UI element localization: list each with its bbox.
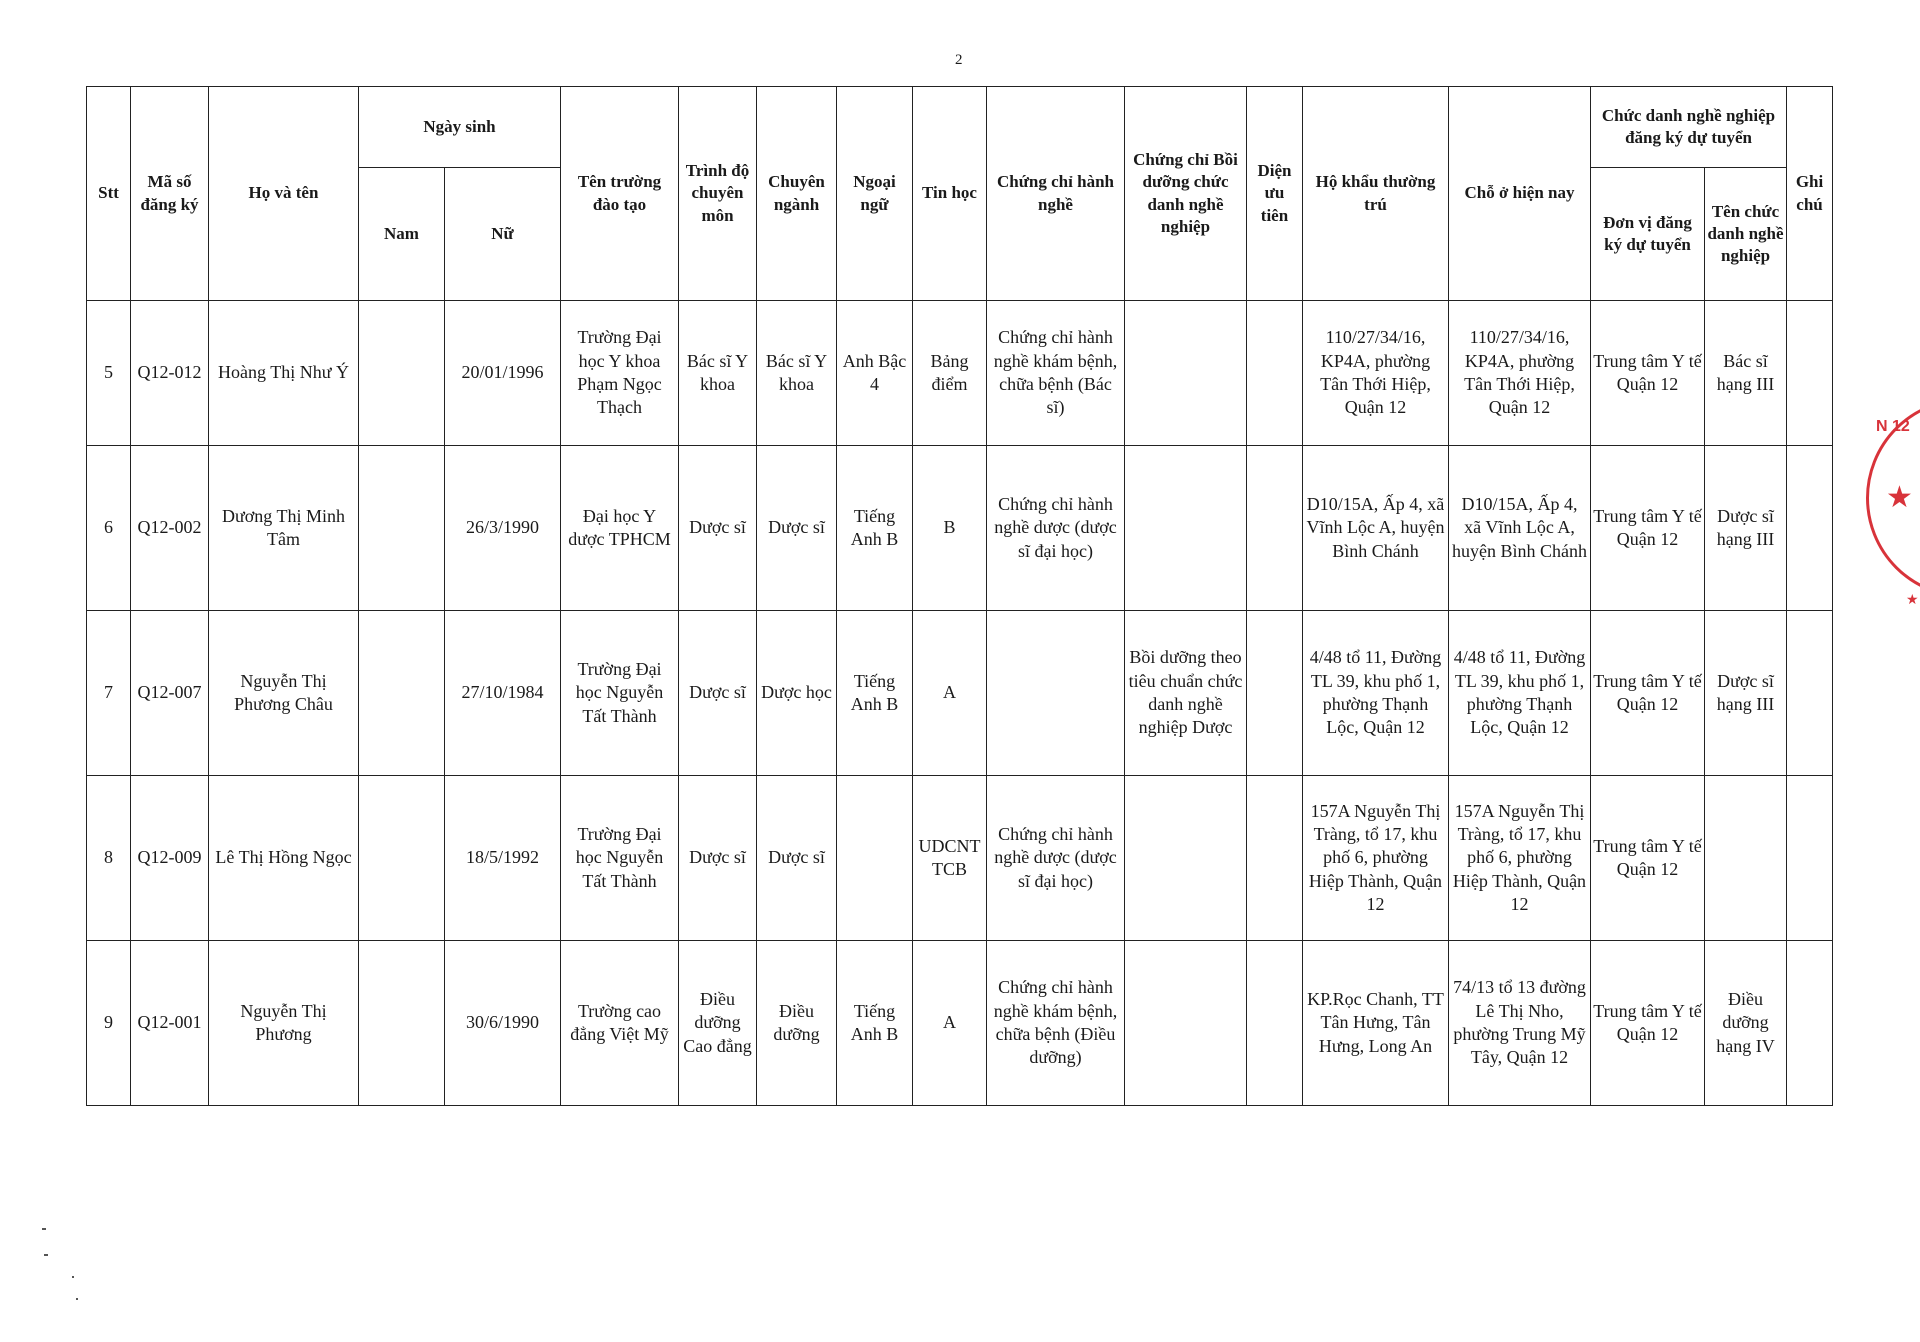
cell-chuyen-nganh: Điều dưỡng (757, 941, 837, 1106)
cell-ten-chuc-danh: Điều dưỡng hạng IV (1705, 941, 1787, 1106)
cell-ten-chuc-danh: Dược sĩ hạng III (1705, 611, 1787, 776)
cell-stt: 5 (87, 301, 131, 446)
header-nu: Nữ (445, 168, 561, 301)
cell-nam (359, 776, 445, 941)
cell-don-vi: Trung tâm Y tế Quận 12 (1591, 301, 1705, 446)
header-dien-uu-tien: Diện ưu tiên (1247, 87, 1303, 301)
cell-stt: 8 (87, 776, 131, 941)
cell-chung-chi-boi-duong (1125, 776, 1247, 941)
cell-cho-o: 4/48 tổ 11, Đường TL 39, khu phố 1, phường Thạnh Lộc, Quận 12 (1449, 611, 1591, 776)
header-ghi-chu: Ghi chú (1787, 87, 1833, 301)
scan-speck (72, 1276, 74, 1278)
header-chuyen-nganh: Chuyên ngành (757, 87, 837, 301)
cell-don-vi: Trung tâm Y tế Quận 12 (1591, 611, 1705, 776)
cell-dien-uu-tien (1247, 611, 1303, 776)
cell-nam (359, 941, 445, 1106)
cell-trinh-do: Bác sĩ Y khoa (679, 301, 757, 446)
cell-chuyen-nganh: Dược sĩ (757, 776, 837, 941)
cell-chuyen-nganh: Bác sĩ Y khoa (757, 301, 837, 446)
cell-ho-khau: 4/48 tổ 11, Đường TL 39, khu phố 1, phường Thạnh Lộc, Quận 12 (1303, 611, 1449, 776)
cell-chung-chi-hanh-nghe: Chứng chỉ hành nghề khám bệnh, chữa bệnh (Bác sĩ) (987, 301, 1125, 446)
star-icon: ★ (1886, 481, 1913, 514)
cell-nu: 27/10/1984 (445, 611, 561, 776)
cell-ma-so: Q12-002 (131, 446, 209, 611)
cell-ho-ten: Nguyễn Thị Phương Châu (209, 611, 359, 776)
cell-ho-khau: 110/27/34/16, KP4A, phường Tân Thới Hiệp, Quận 12 (1303, 301, 1449, 446)
cell-nu: 30/6/1990 (445, 941, 561, 1106)
scan-speck (42, 1228, 46, 1230)
cell-ho-khau: KP.Rọc Chanh, TT Tân Hưng, Tân Hưng, Long An (1303, 941, 1449, 1106)
cell-dien-uu-tien (1247, 446, 1303, 611)
table-row (87, 301, 1833, 446)
cell-nu: 20/01/1996 (445, 301, 561, 446)
cell-don-vi: Trung tâm Y tế Quận 12 (1591, 776, 1705, 941)
cell-cho-o: D10/15A, Ấp 4, xã Vĩnh Lộc A, huyện Bình Chánh (1449, 446, 1591, 611)
header-don-vi: Đơn vị đăng ký dự tuyển (1591, 168, 1705, 301)
header-ma-so: Mã số đăng ký (131, 87, 209, 301)
stamp-text: N 12 (1876, 418, 1910, 435)
cell-dien-uu-tien (1247, 776, 1303, 941)
header-truong: Tên trường đào tạo (561, 87, 679, 301)
table-row (87, 611, 1833, 776)
header-chung-chi-boi-duong: Chứng chỉ Bồi dưỡng chức danh nghề nghiệp (1125, 87, 1247, 301)
cell-ngoai-ngu: Tiếng Anh B (837, 941, 913, 1106)
cell-tin-hoc: UDCNT TCB (913, 776, 987, 941)
cell-nam (359, 301, 445, 446)
cell-dien-uu-tien (1247, 301, 1303, 446)
cell-ma-so: Q12-001 (131, 941, 209, 1106)
cell-ghi-chu (1787, 941, 1833, 1106)
cell-chung-chi-boi-duong (1125, 446, 1247, 611)
cell-ten-chuc-danh: Dược sĩ hạng III (1705, 446, 1787, 611)
cell-tin-hoc: B (913, 446, 987, 611)
cell-don-vi: Trung tâm Y tế Quận 12 (1591, 941, 1705, 1106)
cell-chung-chi-hanh-nghe: Chứng chỉ hành nghề dược (dược sĩ đại học) (987, 776, 1125, 941)
cell-trinh-do: Dược sĩ (679, 776, 757, 941)
header-ngay-sinh: Ngày sinh (359, 87, 561, 168)
cell-ma-so: Q12-012 (131, 301, 209, 446)
cell-ho-khau: D10/15A, Ấp 4, xã Vĩnh Lộc A, huyện Bình Chánh (1303, 446, 1449, 611)
cell-trinh-do: Dược sĩ (679, 446, 757, 611)
cell-chung-chi-boi-duong (1125, 941, 1247, 1106)
header-chuc-danh-group: Chức danh nghề nghiệp đăng ký dự tuyển (1591, 87, 1787, 168)
header-trinh-do: Trình độ chuyên môn (679, 87, 757, 301)
cell-chung-chi-hanh-nghe (987, 611, 1125, 776)
cell-stt: 6 (87, 446, 131, 611)
cell-tin-hoc: Bảng điểm (913, 301, 987, 446)
cell-ma-so: Q12-009 (131, 776, 209, 941)
cell-chuyen-nganh: Dược học (757, 611, 837, 776)
header-ngoai-ngu: Ngoại ngữ (837, 87, 913, 301)
cell-trinh-do: Điều dưỡng Cao đẳng (679, 941, 757, 1106)
red-stamp (1866, 398, 1920, 604)
cell-dien-uu-tien (1247, 941, 1303, 1106)
scan-speck (44, 1254, 48, 1256)
cell-ghi-chu (1787, 611, 1833, 776)
cell-cho-o: 110/27/34/16, KP4A, phường Tân Thới Hiệp, Quận 12 (1449, 301, 1591, 446)
cell-ma-so: Q12-007 (131, 611, 209, 776)
cell-ghi-chu (1787, 446, 1833, 611)
cell-tin-hoc: A (913, 941, 987, 1106)
table-row (87, 776, 1833, 941)
cell-ngoai-ngu: Tiếng Anh B (837, 446, 913, 611)
header-tin-hoc: Tin học (913, 87, 987, 301)
header-stt: Stt (87, 87, 131, 301)
small-star-icon: ★ (1906, 593, 1919, 604)
table-header (87, 87, 1833, 301)
cell-truong: Trường Đại học Y khoa Phạm Ngọc Thạch (561, 301, 679, 446)
cell-cho-o: 157A Nguyễn Thị Tràng, tổ 17, khu phố 6, phường Hiệp Thành, Quận 12 (1449, 776, 1591, 941)
cell-ghi-chu (1787, 776, 1833, 941)
cell-ngoai-ngu (837, 776, 913, 941)
cell-chung-chi-boi-duong (1125, 301, 1247, 446)
header-ho-khau: Hộ khẩu thường trú (1303, 87, 1449, 301)
cell-chung-chi-hanh-nghe: Chứng chỉ hành nghề khám bệnh, chữa bệnh (Điều dưỡng) (987, 941, 1125, 1106)
cell-chung-chi-hanh-nghe: Chứng chỉ hành nghề dược (dược sĩ đại học) (987, 446, 1125, 611)
cell-chung-chi-boi-duong: Bồi dưỡng theo tiêu chuẩn chức danh nghề nghiệp Dược (1125, 611, 1247, 776)
cell-truong: Trường Đại học Nguyễn Tất Thành (561, 611, 679, 776)
cell-ho-ten: Hoàng Thị Như Ý (209, 301, 359, 446)
table-body (87, 301, 1833, 1106)
page-number: 2 (955, 52, 963, 68)
table-row (87, 446, 1833, 611)
cell-nam (359, 611, 445, 776)
cell-ten-chuc-danh (1705, 776, 1787, 941)
cell-nam (359, 446, 445, 611)
cell-ghi-chu (1787, 301, 1833, 446)
candidate-table (86, 86, 1833, 1106)
header-ten-chuc-danh: Tên chức danh nghề nghiệp (1705, 168, 1787, 301)
cell-cho-o: 74/13 tổ 13 đường Lê Thị Nho, phường Trung Mỹ Tây, Quận 12 (1449, 941, 1591, 1106)
cell-ho-ten: Dương Thị Minh Tâm (209, 446, 359, 611)
cell-chuyen-nganh: Dược sĩ (757, 446, 837, 611)
cell-trinh-do: Dược sĩ (679, 611, 757, 776)
header-chung-chi-hanh-nghe: Chứng chỉ hành nghề (987, 87, 1125, 301)
header-ho-ten: Họ và tên (209, 87, 359, 301)
cell-ho-khau: 157A Nguyễn Thị Tràng, tổ 17, khu phố 6, phường Hiệp Thành, Quận 12 (1303, 776, 1449, 941)
cell-ho-ten: Lê Thị Hồng Ngọc (209, 776, 359, 941)
cell-truong: Trường Đại học Nguyễn Tất Thành (561, 776, 679, 941)
cell-ngoai-ngu: Anh Bậc 4 (837, 301, 913, 446)
cell-truong: Trường cao đẳng Việt Mỹ (561, 941, 679, 1106)
cell-ho-ten: Nguyễn Thị Phương (209, 941, 359, 1106)
header-nam: Nam (359, 168, 445, 301)
cell-ten-chuc-danh: Bác sĩ hạng III (1705, 301, 1787, 446)
cell-stt: 7 (87, 611, 131, 776)
cell-truong: Đại học Y dược TPHCM (561, 446, 679, 611)
scan-speck (76, 1298, 78, 1300)
cell-nu: 18/5/1992 (445, 776, 561, 941)
cell-ngoai-ngu: Tiếng Anh B (837, 611, 913, 776)
cell-stt: 9 (87, 941, 131, 1106)
header-cho-o: Chỗ ở hiện nay (1449, 87, 1591, 301)
cell-nu: 26/3/1990 (445, 446, 561, 611)
cell-tin-hoc: A (913, 611, 987, 776)
table-row (87, 941, 1833, 1106)
cell-don-vi: Trung tâm Y tế Quận 12 (1591, 446, 1705, 611)
